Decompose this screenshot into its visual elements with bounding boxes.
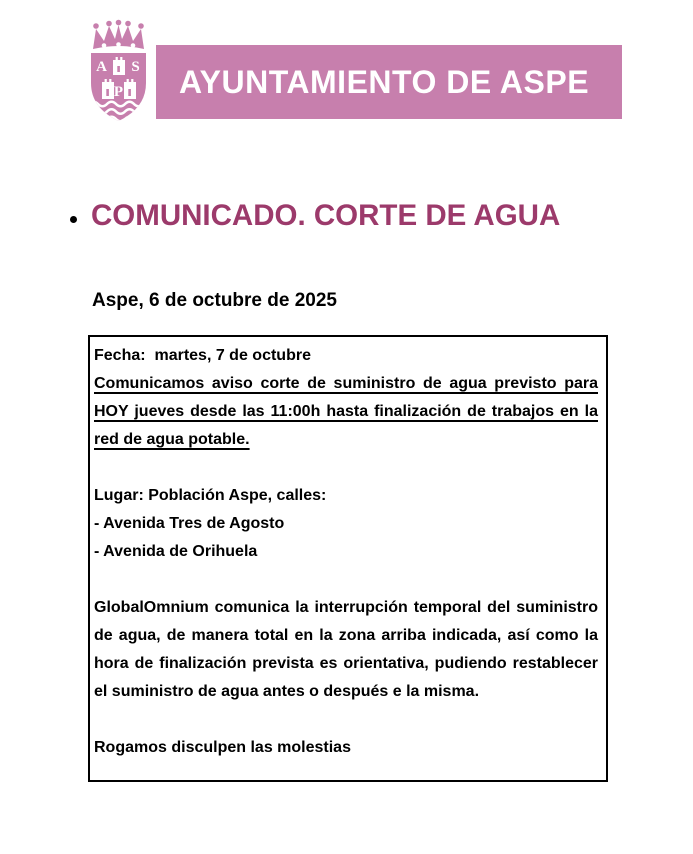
dateline: Aspe, 6 de octubre de 2025 (92, 290, 337, 311)
lugar-line: Lugar: Población Aspe, calles: (94, 487, 327, 504)
blank-line (94, 566, 598, 594)
page-title: COMUNICADO. CORTE DE AGUA (91, 199, 561, 232)
notice-box (88, 335, 608, 782)
street-item: - Avenida de Orihuela (94, 543, 258, 560)
closing-line: Rogamos disculpen las molestias (94, 739, 351, 756)
banner-title: AYUNTAMIENTO DE ASPE (179, 63, 590, 100)
crest-letter-s: S (131, 59, 140, 75)
blank-line (94, 706, 598, 734)
fecha-line: Fecha: martes, 7 de octubre (94, 347, 311, 364)
blank-line (94, 454, 598, 482)
street-item: - Avenida Tres de Agosto (94, 515, 285, 532)
supplier-paragraph: GlobalOmnium comunica la interrupción temporal del suministro de agua, de manera total en la zona arriba indicada, así como la hora de finalización prevista es orientativa, pudiendo restablecer el suministro de agua antes o después e la misma. (94, 599, 598, 700)
banner (156, 45, 622, 119)
crest-letter-p: P (113, 84, 124, 100)
list-bullet-icon (70, 216, 77, 223)
water-cut-paragraph: Comunicamos aviso corte de suministro de agua previsto para HOY jueves desde las 11:00h hasta finalización de trabajos en la red de agua potable. (94, 375, 598, 448)
crest-letter-a: A (96, 59, 107, 75)
aspe-coat-of-arms-icon (83, 19, 154, 129)
